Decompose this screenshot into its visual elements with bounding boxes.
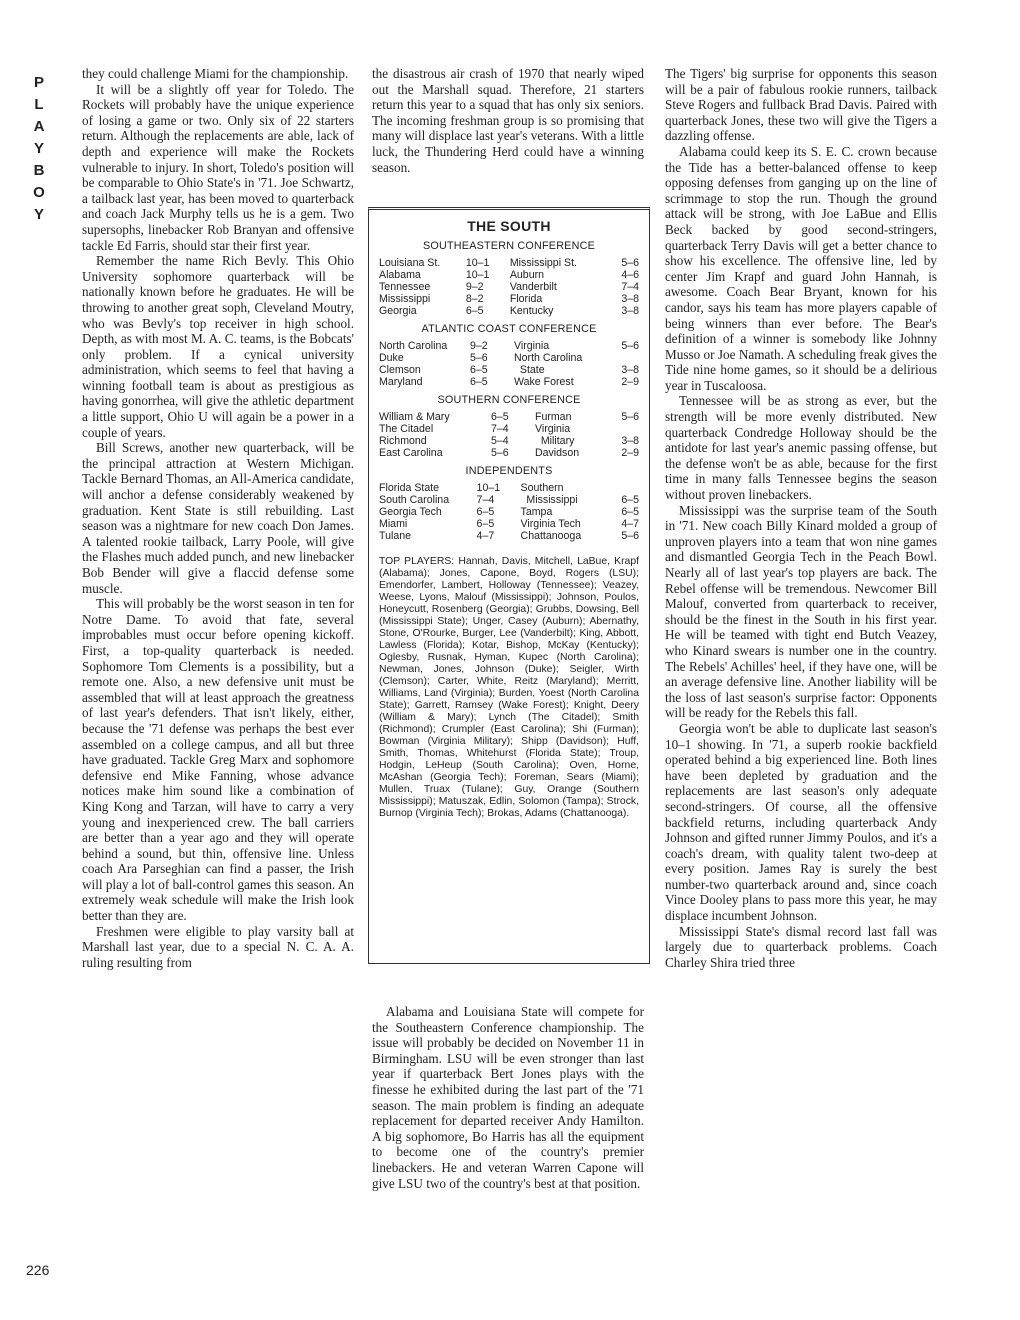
team-name: Chattanooga [520, 530, 582, 542]
team-name: Auburn [509, 269, 545, 281]
team-name: Virginia [514, 340, 550, 352]
standings-row [379, 364, 639, 376]
paragraph: Freshmen were eligible to play varsity ball at Marshall last year, due to a special N. C. A. A. ruling resulting from [82, 923, 354, 970]
standings-row [379, 281, 639, 293]
page-number: 226 [26, 1262, 50, 1278]
team-name: Davidson [534, 447, 580, 459]
team-name: Georgia Tech [379, 506, 442, 518]
team-name: Furman [534, 411, 572, 423]
team-name: North Carolina [514, 352, 583, 364]
masthead-letter: P [33, 74, 44, 91]
team-name: Richmond [379, 435, 427, 447]
team-record: 5–6 [621, 257, 639, 269]
team-record: 3–8 [621, 364, 639, 376]
standings-row [379, 293, 639, 305]
paragraph: Alabama and Louisiana State will compete for the Southeastern Conference championship. The issue will probably be decided on November 11 in Birmingham. LSU will be even stronger than last year if quarterback Bert Jones plays with the finesse he exhibited during the last part of the '71 season. The main problem is finding an adequate replacement for departed receiver Andy Hamilton. A big sophomore, Bo Harris has all the equipment to become one of the country's premier linebackers. He and veteran Warren Capone will give LSU two of the country's best at that position. [372, 1004, 644, 1191]
team-name: Wake Forest [514, 376, 574, 388]
masthead-letter: O [33, 184, 45, 201]
team-record: 2–9 [621, 376, 639, 388]
team-record: 7–4 [490, 423, 509, 435]
article-column-1 [82, 66, 354, 970]
team-record: 3–8 [621, 435, 639, 447]
team-record: 5–6 [490, 447, 509, 459]
standings-row [379, 423, 639, 435]
team-record: 5–6 [621, 411, 639, 423]
conference-heading: ATLANTIC COAST CONFERENCE [421, 323, 597, 335]
article-column-2-continued [372, 1004, 644, 1191]
standings-row [379, 257, 639, 269]
team-name: Mississippi [520, 494, 578, 506]
standings-row [379, 518, 639, 530]
team-record [605, 482, 639, 494]
team-name: South Carolina [379, 494, 450, 506]
standings-table [379, 482, 639, 542]
team-name: Maryland [379, 376, 423, 388]
paragraph: Mississippi was the surprise team of the South in '71. New coach Billy Kinard molded a group of unproven players into a team that won nine games and dismantled Georgia Tech in the Peach Bowl. Nearly all of last year's top players are back. The Rebel offense will be tremendous. Newcomer Bill Malouf, converted from quarterback to receiver, should be the finest in the South in his first year. He will be teamed with tight end Butch Veazey, who Kinard swears is number one in the country. The Rebels' Achilles' heel, if they have one, will be an average defensive line. Another liability will be the loss of last season's surprise factor: Opponents will be ready for the Rebels this fall. [665, 502, 937, 721]
standings-row [379, 269, 639, 281]
paragraph: Tennessee will be as strong as ever, but the strength will be more evenly distributed. New quarterback Condredge Holloway should be the antidote for last year's anemic passing offense, but the defense won't be as able, because for the first time in many falls Tennessee begins the season without proven linebackers. [665, 393, 937, 503]
team-record [605, 423, 639, 435]
standings-row [379, 447, 639, 459]
standings-row [379, 494, 639, 506]
team-record: 5–6 [621, 530, 639, 542]
team-record: 4–6 [621, 269, 639, 281]
standings-row [379, 340, 639, 352]
team-record: 5–4 [490, 435, 509, 447]
team-record: 8–2 [465, 293, 484, 305]
team-name: Louisiana St. [379, 257, 441, 269]
standings-row [379, 506, 639, 518]
team-record: 10–1 [476, 482, 501, 494]
standings-row [379, 411, 639, 423]
team-name: Georgia [379, 305, 417, 317]
standings-row [379, 482, 639, 494]
team-record: 6–5 [476, 506, 495, 518]
team-name: East Carolina [379, 447, 443, 459]
paragraph: Remember the name Rich Bevly. This Ohio University sophomore quarterback will be nationally known before he graduates. He will be throwing to another great soph, Cleveland Moutry, who was Bevly's top receiver in high school. Depth, as with most M. A. C. teams, is the Bobcats' only problem. If a cynical university administration, which seems to feel that having a winning football team is about as prestigious as having gonorrhea, will give the athletic department a little support, Ohio U will again be a power in a couple of years. [82, 253, 354, 440]
masthead-letter: A [33, 118, 45, 135]
team-record: 9–2 [470, 340, 488, 352]
standings-row [379, 376, 639, 388]
team-name: Miami [379, 518, 408, 530]
paragraph: Georgia won't be able to duplicate last season's 10–1 showing. In '71, a superb rookie backfield operated behind a big experienced line. Both lines have been depleted by graduation and the replacements are last season's only adequate second-stringers. Of course, all the offensive backfield returns, including quarterback Andy Johnson and gifted runner Jimmy Poulos, and it's a coach's dream, with quality talent two-deep at every position. James Ray is surely the best number-two quarterback around and, since coach Vince Dooley plans to pass more this year, he may displace incumbent Johnson. [665, 720, 937, 924]
team-name: Vanderbilt [509, 281, 557, 293]
masthead-letter: L [34, 96, 44, 113]
team-record: 5–6 [621, 340, 639, 352]
paragraph: This will probably be the worst season in ten for Notre Dame. To avoid that fate, several improbables must occur before opening kickoff. First, a top-quality quarterback is needed. Sophomore Tom Clements is a possibility, but a remote one. Also, a new defensive unit must be assembled that will at least approach the greatness of last year's defenders. That isn't likely, either, because the '71 defense was perhaps the best ever assembled on a college campus, and all but three have graduated. Tackle Greg Marx and sophomore defensive end Mike Fanning, whose advance notices make him sound like a combination of King Kong and Tarzan, will have to carry a very young and inexperienced crew. The ball carriers are better than a year ago and they will operate behind a sound, but thin, offensive line. Unless coach Ara Parseghian can find a passer, the Irish will play a lot of ball-control games this season. An extremely weak schedule will make the Irish look better than they are. [82, 596, 354, 924]
team-name: Florida State [379, 482, 440, 494]
the-south-sidebar [368, 207, 650, 964]
team-name: Tennessee [379, 281, 431, 293]
team-name: The Citadel [379, 423, 434, 435]
team-name: Virginia Tech [520, 518, 581, 530]
team-name: North Carolina [379, 340, 448, 352]
standings-table [379, 257, 639, 317]
team-record: 3–8 [621, 293, 639, 305]
team-name: Military [534, 435, 575, 447]
paragraph: Mississippi State's dismal record last fall was largely due to quarterback problems. Coach Charley Shira tried three [665, 923, 937, 970]
masthead-letter: Y [33, 140, 44, 157]
article-column-2 [372, 66, 644, 175]
top-players: TOP PLAYERS: Hannah, Davis, Mitchell, LaBue, Krapf (Alabama); Jones, Capone, Boyd, Rogers (LSU); Emendorfer, Lambert, Holloway (Tennessee); Veazey, Weese, Lyons, Malouf (Mississippi); Johnson, Poulos, Honeycutt, Rosenberg (Georgia); Grubbs, Dowsing, Bell (Mississippi State); Unger, Casey (Auburn); Abernathy, Stone, O'Rourke, Burger, Lee (Vanderbilt); King, Abbott, Lawless (Florida); Kotar, Bishop, McKay (Kentucky); Oglesby, Rusnak, Hyman, Kupec (North Carolina); Newman, Jones, Johnson (Duke); Seigler, Wirth (Clemson); Carter, White, Reitz (Maryland); Merritt, Williams, Land (Virginia); Burden, Yoest (North Carolina State); Garrett, Ramsey (Wake Forest); Knight, Deery (William & Mary); Lynch (The Citadel); Smith (Richmond); Crumpler (East Carolina); Shi (Furman); Bowman (Virginia Military); Shipp (Davidson); Huff, Smith, Thomas, Whitehurst (Florida State); Troup, Hodgin, LeHeup (South Carolina); Oven, Horne, McAshan (Georgia Tech); Foreman, Sears (Miami); Mullen, Truax (Tulane); Guy, Orange (Southern Mississippi); Matuszak, Edlin, Solomon (Tampa); Strock, Burnop (Virginia Tech); Brokas, Adams (Chattanooga). [379, 556, 639, 819]
team-record: 6–5 [470, 364, 488, 376]
team-name: Virginia [534, 423, 571, 435]
team-name: Mississippi [379, 293, 431, 305]
team-name: Florida [509, 293, 543, 305]
team-name: William & Mary [379, 411, 450, 423]
team-name: Southern [520, 482, 564, 494]
team-name: Duke [379, 352, 404, 364]
team-record: 10–1 [465, 269, 490, 281]
masthead-letter: B [33, 162, 45, 179]
team-name: Clemson [379, 364, 421, 376]
team-name: Tulane [379, 530, 411, 542]
sidebar-title: THE SOUTH [467, 218, 551, 234]
conference-heading: INDEPENDENTS [465, 465, 553, 477]
team-record: 6–5 [621, 506, 639, 518]
standings-row [379, 352, 639, 364]
paragraph: Alabama could keep its S. E. C. crown because the Tide has a better-balanced offense to keep opposing defenses from ganging up on the line of scrimmage to stop the run. Though the ground attack will be strong, with Joe LaBue and Ellis Beck backed by good second-stringers, quarterback Terry Davis will get a better chance to show his excellence. The offensive line, led by center Jim Krapf and guard John Hannah, is awesome. Coach Bear Bryant, known for his candor, says his team has more players capable of being winners than ever before. The Bear's definition of a winner is somebody like Johnny Musso or Joe Namath. A scheduling freak gives the Tide nine home games, so it should be a delirious year in Tuscaloosa. [665, 143, 937, 393]
team-record: 5–6 [470, 352, 488, 364]
magazine-masthead [28, 72, 50, 226]
team-name: Tampa [520, 506, 553, 518]
standings-row [379, 435, 639, 447]
team-record: 10–1 [465, 257, 490, 269]
team-record [605, 352, 639, 364]
team-name: Alabama [379, 269, 421, 281]
team-record: 6–5 [470, 376, 488, 388]
team-name: Kentucky [509, 305, 554, 317]
team-name: Mississippi St. [509, 257, 577, 269]
paragraph: The Tigers' big surprise for opponents this season will be a pair of fabulous rookie runners, tailback Steve Rogers and fullback Brad Davis. Paired with quarterback Jones, these two will give the Tigers a dazzling offense. [665, 66, 937, 144]
team-record: 4–7 [621, 518, 639, 530]
team-record: 6–5 [621, 494, 639, 506]
article-column-3 [665, 66, 937, 970]
team-name: State [514, 364, 545, 376]
paragraph: the disastrous air crash of 1970 that nearly wiped out the Marshall squad. Therefore, 21 starters return this year to a squad that has only six seniors. The incoming freshman group is so promising that many will displace last year's veterans. With a little luck, the Thundering Herd could have a winning season. [372, 66, 644, 175]
conference-heading: SOUTHERN CONFERENCE [437, 394, 581, 406]
standings-table [379, 411, 639, 459]
team-record: 4–7 [476, 530, 495, 542]
team-record: 6–5 [490, 411, 509, 423]
standings-row [379, 530, 639, 542]
standings-row [379, 305, 639, 317]
team-record: 3–8 [621, 305, 639, 317]
team-record: 7–4 [621, 281, 639, 293]
masthead-letter: Y [33, 206, 44, 223]
team-record: 9–2 [465, 281, 484, 293]
team-record: 7–4 [476, 494, 495, 506]
team-record: 2–9 [621, 447, 639, 459]
paragraph: It will be a slightly off year for Toledo. The Rockets will probably have the unique experience of losing a game or two. Only six of 22 starters return. Although the replacements are able, lack of depth and experience will make the Rockets vulnerable to injury. In short, Toledo's position will be comparable to Ohio State's in '71. Joe Schwartz, a tailback last year, has been moved to quarterback and coach Jack Murphy tells us he is a gem. Two supersophs, linebacker Rob Branyan and offensive tackle Ed Farris, should star their first year. [82, 81, 354, 253]
paragraph: Bill Screws, another new quarterback, will be the principal attraction at Western Michigan. Tackle Bernard Thomas, an All-America candidate, will anchor a defense considerably weakened by graduation. Kent State is still rebuilding. Last season was a nightmare for new coach Don James. A talented rookie tailback, Larry Poole, will give the Flashes much added punch, and new linebacker Bob Bender will give a flaccid defense some muscle. [82, 440, 354, 596]
team-record: 6–5 [465, 305, 484, 317]
paragraph: they could challenge Miami for the championship. [82, 66, 349, 81]
standings-table [379, 340, 639, 388]
conference-heading: SOUTHEASTERN CONFERENCE [423, 240, 595, 252]
team-record: 6–5 [476, 518, 495, 530]
conference-list [379, 240, 639, 542]
